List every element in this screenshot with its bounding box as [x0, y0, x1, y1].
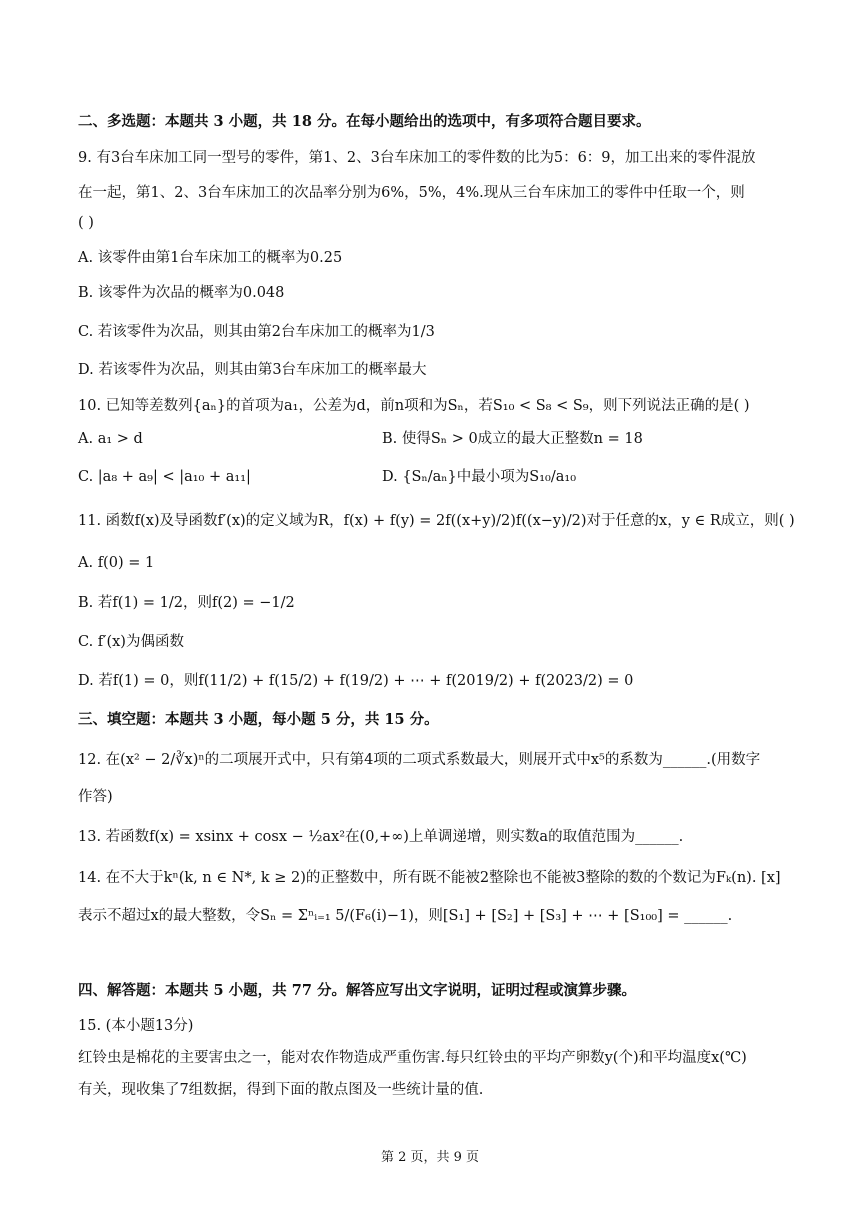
question-11-option-b: B. 若f(1) = 1/2，则f(2) = −1/2	[78, 595, 295, 611]
question-9-option-d: D. 若该零件为次品，则其由第3台车床加工的概率最大	[78, 362, 427, 378]
question-15-title: 15. (本小题13分)	[78, 1018, 194, 1034]
question-9-line-2: 在一起，第1、2、3台车床加工的次品率分别为6%，5%，4%.现从三台车床加工的零件中任取一个，则	[78, 185, 745, 201]
question-10-option-d: D. {Sₙ/aₙ}中最小项为S₁₀/a₁₀	[382, 469, 577, 485]
question-11-stem: 11. 函数f(x)及导函数f′(x)的定义域为R，f(x) + f(y) = 2f((x+y)/2)f((x−y)/2)对于任意的x，y ∈ R成立，则( )	[78, 513, 795, 529]
question-10-option-b: B. 使得Sₙ > 0成立的最大正整数n = 18	[382, 431, 643, 447]
question-15-line-2: 有关，现收集了7组数据，得到下面的散点图及一些统计量的值.	[78, 1082, 484, 1098]
question-12-line-2: 作答)	[78, 789, 113, 805]
question-11-option-a: A. f(0) = 1	[78, 555, 155, 571]
question-11-option-c: C. f′(x)为偶函数	[78, 634, 184, 650]
section-heading-multiple-choice: 二、多选题：本题共 3 小题，共 18 分。在每小题给出的选项中，有多项符合题目要求。	[78, 113, 651, 130]
question-10-option-c: C. |a₈ + a₉| < |a₁₀ + a₁₁|	[78, 469, 251, 485]
question-9-option-b: B. 该零件为次品的概率为0.048	[78, 285, 285, 301]
page-footer: 第 2 页，共 9 页	[380, 1150, 480, 1165]
question-9-option-a: A. 该零件由第1台车床加工的概率为0.25	[78, 250, 343, 266]
question-10-option-a: A. a₁ > d	[78, 431, 143, 447]
question-11-option-d: D. 若f(1) = 0，则f(11/2) + f(15/2) + f(19/2) + ⋯ + f(2019/2) + f(2023/2) = 0	[78, 673, 634, 689]
question-10-stem: 10. 已知等差数列{aₙ}的首项为a₁，公差为d，前n项和为Sₙ，若S₁₀ < S₈ < S₉，则下列说法正确的是( )	[78, 398, 750, 414]
section-heading-fill-in: 三、填空题：本题共 3 小题，每小题 5 分，共 15 分。	[78, 711, 439, 728]
question-9-option-c: C. 若该零件为次品，则其由第2台车床加工的概率为1/3	[78, 324, 435, 340]
question-15-line-1: 红铃虫是棉花的主要害虫之一，能对农作物造成严重伤害.每只红铃虫的平均产卵数y(个)和平均温度x(℃)	[78, 1050, 747, 1066]
question-13: 13. 若函数f(x) = xsinx + cosx − ½ax²在(0,+∞)上单调递增，则实数a的取值范围为______.	[78, 829, 684, 845]
question-9-line-1: 9. 有3台车床加工同一型号的零件，第1、2、3台车床加工的零件数的比为5：6：9，加工出来的零件混放	[78, 150, 756, 166]
question-12-line-1: 12. 在(x² − 2/∛x)ⁿ的二项展开式中，只有第4项的二项式系数最大，则展开式中x⁵的系数为______.(用数字	[78, 752, 761, 768]
question-9-line-3: ( )	[78, 215, 94, 231]
section-heading-solutions: 四、解答题：本题共 5 小题，共 77 分。解答应写出文字说明，证明过程或演算步骤。	[78, 982, 636, 999]
question-14-line-2: 表示不超过x的最大整数，令Sₙ = Σⁿᵢ₌₁ 5/(F₆(i)−1)，则[S₁] + [S₂] + [S₃] + ⋯ + [S₁₀₀] = ______.	[78, 908, 733, 924]
question-14-line-1: 14. 在不大于kⁿ(k, n ∈ N*, k ≥ 2)的正整数中，所有既不能被2整除也不能被3整除的数的个数记为Fₖ(n). [x]	[78, 870, 781, 886]
